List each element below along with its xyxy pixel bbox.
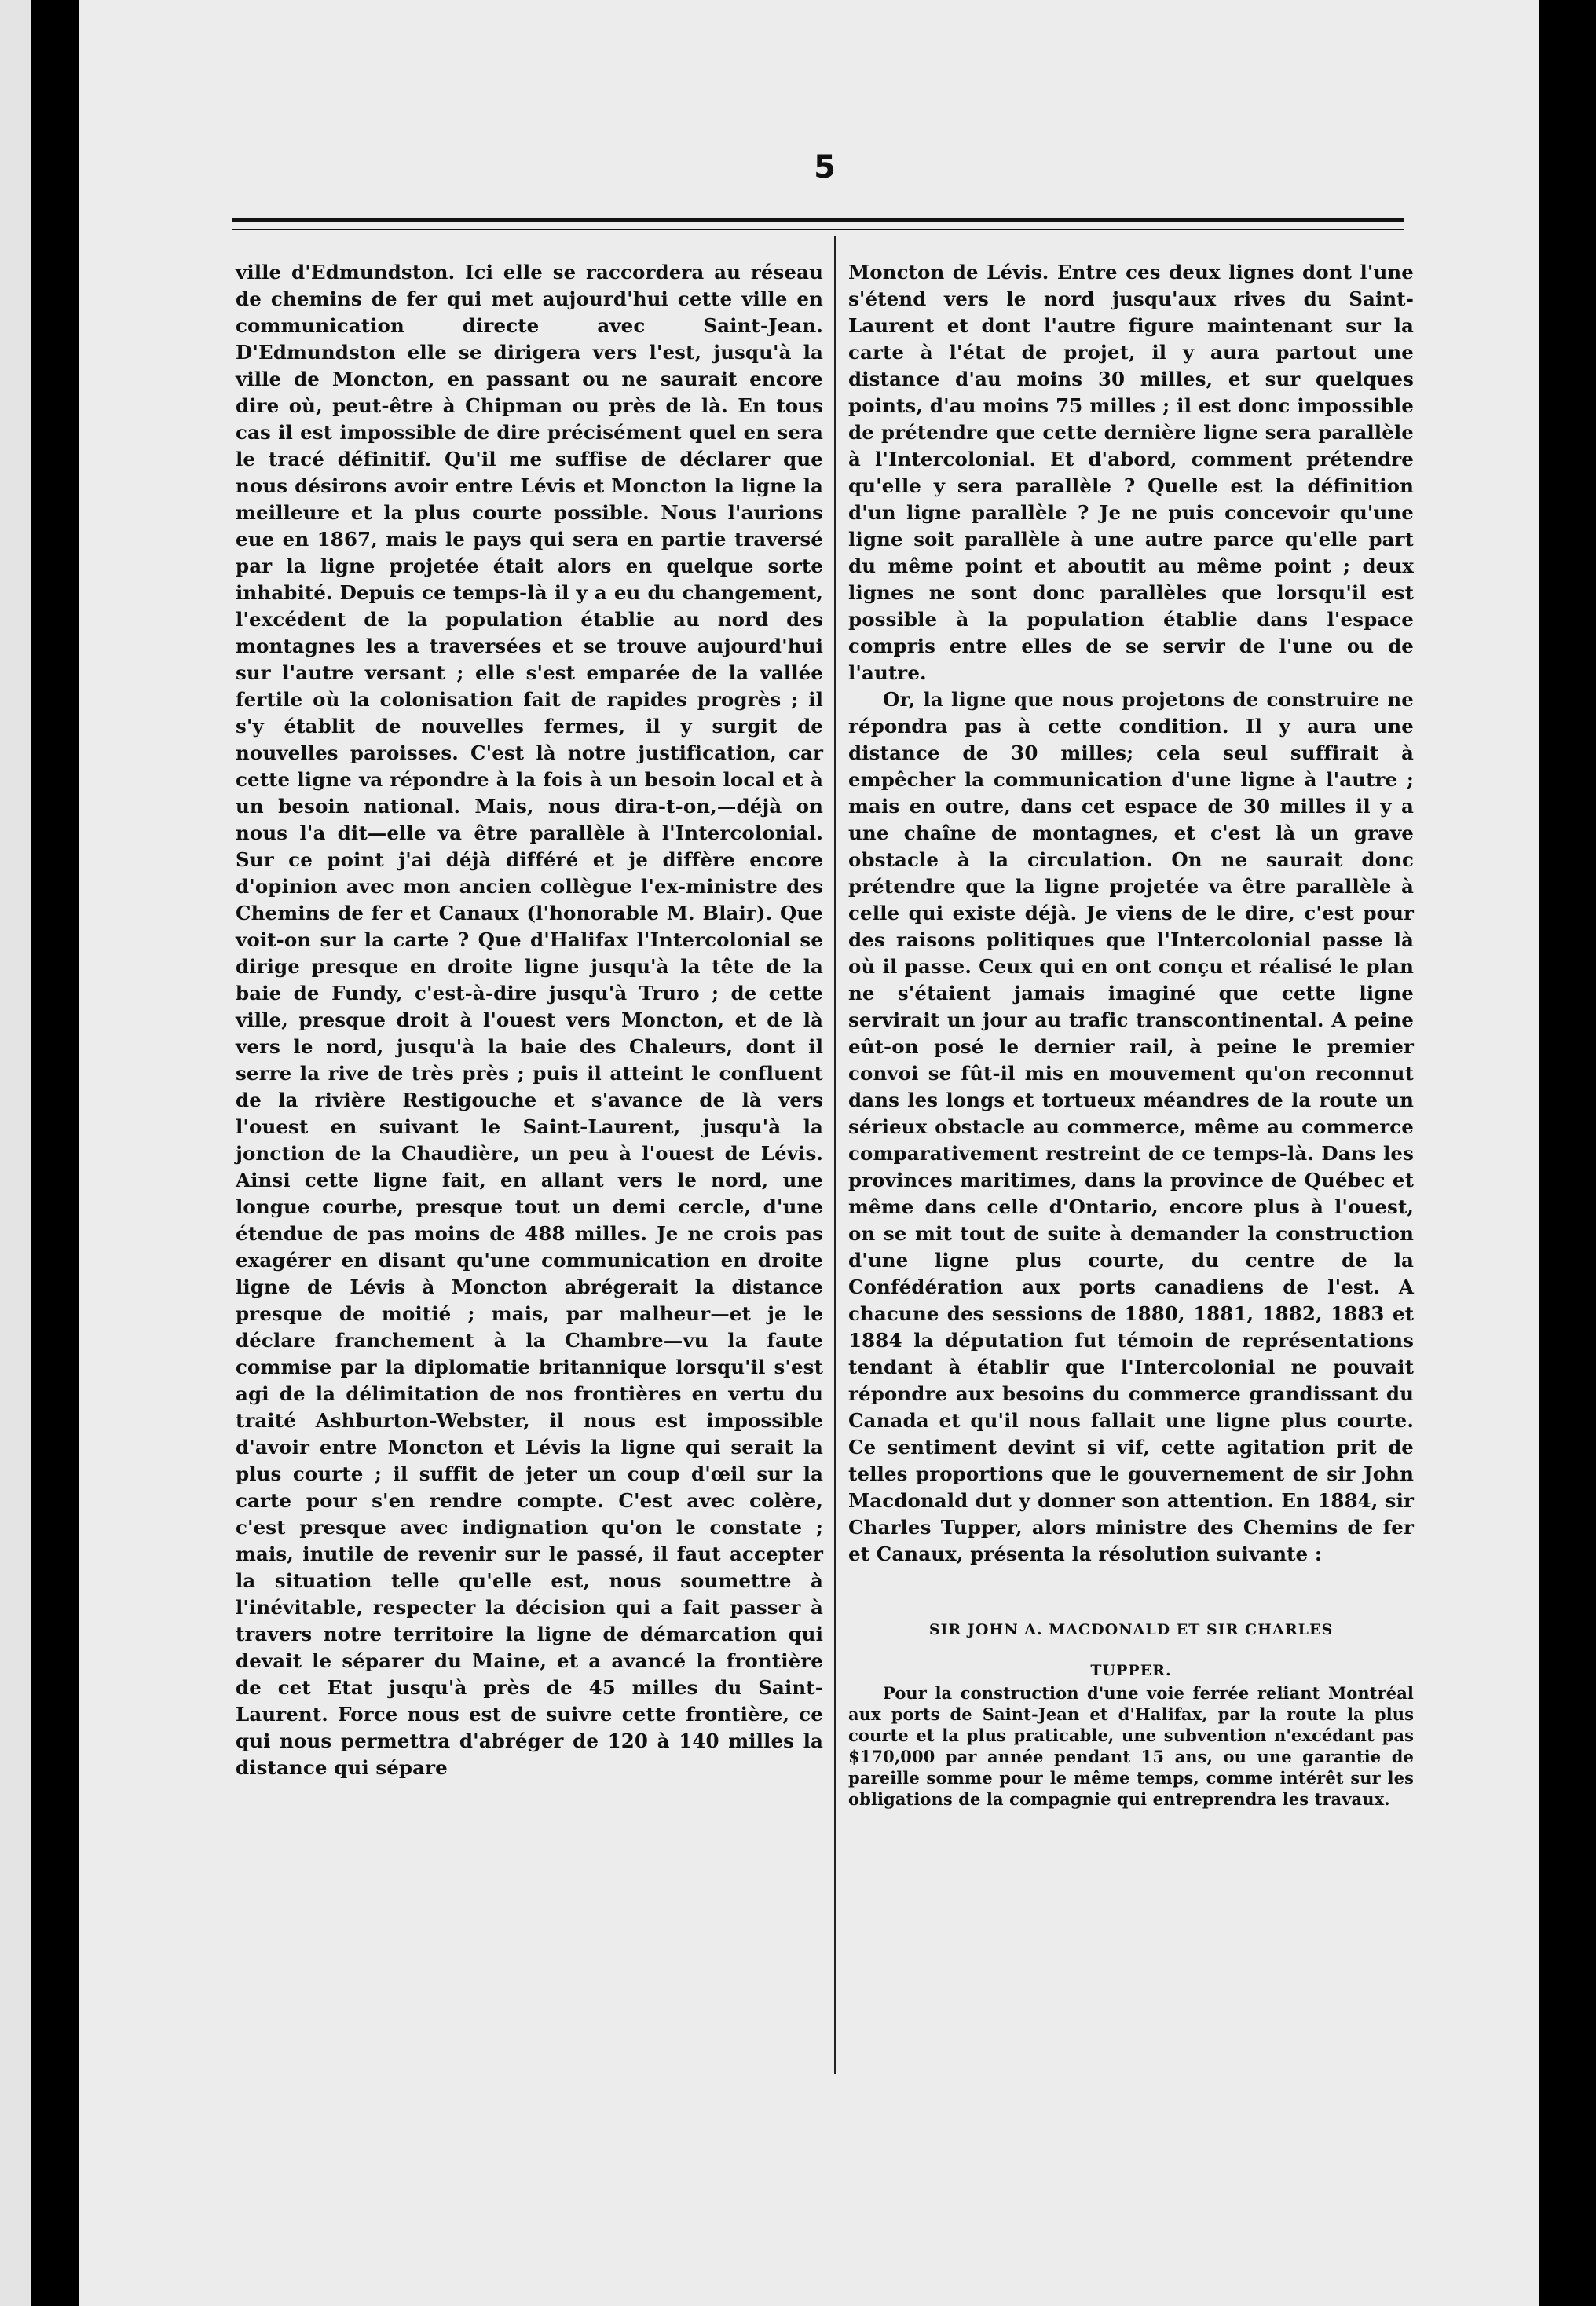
header-rule-thin: [232, 229, 1404, 230]
section-heading-line-2: TUPPER.: [1090, 1662, 1172, 1679]
scan-frame-right: [1539, 0, 1596, 2306]
document-page: [79, 0, 1539, 2306]
scan-frame-left: [0, 0, 79, 2306]
right-column: [848, 259, 1414, 1810]
section-heading: [848, 1618, 1414, 1682]
left-column: [236, 259, 823, 1781]
left-column-text: ville d'Edmundston. Ici elle se raccordera au réseau de chemins de fer qui met aujourd'hui cette ville en communication directe avec Saint-Jean. D'Edmundston elle se dirigera vers l'est, jusqu'à la ville de Moncton, en passant ou ne saurait encore dire où, peut-être à Chipman ou près de là. En tous cas il est impossible de dire précisément quel en sera le tracé définitif. Qu'il me suffise de déclarer que nous désirons avoir entre Lévis et Moncton la ligne la meilleure et la plus courte possible. Nous l'aurions eue en 1867, mais le pays qui sera en partie traversé par la ligne projetée était alors en quelque sorte inhabité. Depuis ce temps-là il y a eu du changement, l'excédent de la population établie au nord des montagnes les a traversées et se trouve aujourd'hui sur l'autre versant ; elle s'est emparée de la vallée fertile où la colonisation fait de rapides progrès ; il s'y établit de nouvelles fermes, il y surgit de nouvelles paroisses. C'est là notre justification, car cette ligne va répondre à la fois à un besoin local et à un besoin national. Mais, nous dira-t-on,—déjà on nous l'a dit—elle va être parallèle à l'Intercolonial. Sur ce point j'ai déjà différé et je diffère encore d'opinion avec mon ancien collègue l'ex-ministre des Chemins de fer et Canaux (l'honorable M. Blair). Que voit-on sur la carte ? Que d'Halifax l'Intercolonial se dirige presque en droite ligne jusqu'à la tête de la baie de Fundy, c'est-à-dire jusqu'à Truro ; de cette ville, presque droit à l'ouest vers Moncton, et de là vers le nord, jusqu'à la baie des Chaleurs, dont il serre la rive de très près ; puis il atteint le confluent de la rivière Restigouche et s'avance de là vers l'ouest en suivant le Saint-Laurent, jusqu'à la jonction de la Chaudière, un peu à l'ouest de Lévis. Ainsi cette ligne fait, en allant vers le nord, une longue courbe, presque tout un demi cercle, d'une étendue de pas moins de 488 milles. Je ne crois pas exagérer en disant qu'une communication en droite ligne de Lévis à Moncton abrégerait la distance presque de moitié ; mais, par malheur—et je le déclare franchement à la Chambre—vu la faute commise par la diplomatie britannique lorsqu'il s'est agi de la délimitation de nos frontières en vertu du traité Ashburton-Webster, il nous est impossible d'avoir entre Moncton et Lévis la ligne qui serait la plus courte ; il suffit de jeter un coup d'œil sur la carte pour s'en rendre compte. C'est avec colère, c'est presque avec indignation qu'on le constate ; mais, inutile de revenir sur le passé, il faut accepter la situation telle qu'elle est, nous soumettre à l'inévitable, respecter la décision qui a fait passer à travers notre territoire la ligne de démarcation qui devait le séparer du Maine, et a avancé la frontière de cet Etat jusqu'à près de 45 milles du Saint-Laurent. Force nous est de suivre cette frontière, ce qui nous permettra d'abréger de 120 à 140 milles la distance qui sépare: [236, 261, 823, 1779]
column-divider: [834, 236, 836, 2074]
page-number: 5: [814, 149, 836, 185]
previous-page-edge: [0, 0, 31, 2306]
right-paragraph-1: Moncton de Lévis. Entre ces deux lignes dont l'une s'étend vers le nord jusqu'aux rives du Saint-Laurent et dont l'autre figure maintenant sur la carte à l'état de projet, il y aura partout une distance d'au moins 30 milles, et sur quelques points, d'au moins 75 milles ; il est donc impossible de prétendre que cette dernière ligne sera parallèle à l'Intercolonial. Et d'abord, comment prétendre qu'elle y sera parallèle ? Quelle est la définition d'un ligne parallèle ? Je ne puis concevoir qu'une ligne soit parallèle à une autre parce qu'elle part du même point et aboutit au même point ; deux lignes ne sont donc parallèles que lorsqu'il est possible à la population établie dans l'espace compris entre elles de se servir de l'une ou de l'autre.: [848, 261, 1414, 684]
section-heading-line-1: SIR JOHN A. MACDONALD ET SIR CHARLES: [928, 1621, 1334, 1638]
right-paragraph-2: Or, la ligne que nous projetons de construire ne répondra pas à cette condition. Il y aura une distance de 30 milles; cela seul suffirait à empêcher la communication d'une ligne à l'autre ; mais en outre, dans cet espace de 30 milles il y a une chaîne de montagnes, et c'est là un grave obstacle à la circulation. On ne saurait donc prétendre que la ligne projetée va être parallèle à celle qui existe déjà. Je viens de le dire, c'est pour des raisons politiques que l'Intercolonial passe là où il passe. Ceux qui en ont conçu et réalisé le plan ne s'étaient jamais imaginé que cette ligne servirait un jour au trafic transcontinental. A peine eût-on posé le dernier rail, à peine le premier convoi se fût-il mis en mouvement qu'on reconnut dans les longs et tortueux méandres de la route un sérieux obstacle au commerce, même au commerce comparativement restreint de ce temps-là. Dans les provinces maritimes, dans la province de Québec et même dans celle d'Ontario, encore plus à l'ouest, on se mit tout de suite à demander la construction d'une ligne plus courte, du centre de la Confédération aux ports canadiens de l'est. A chacune des sessions de 1880, 1881, 1882, 1883 et 1884 la députation fut témoin de représentations tendant à établir que l'Intercolonial ne pouvait répondre aux besoins du commerce grandissant du Canada et qu'il nous fallait une ligne plus courte. Ce sentiment devint si vif, cette agitation prit de telles proportions que le gouvernement de sir John Macdonald dut y donner son attention. En 1884, sir Charles Tupper, alors ministre des Chemins de fer et Canaux, présenta la résolution suivante :: [848, 688, 1414, 1565]
resolution-text: Pour la construction d'une voie ferrée reliant Montréal aux ports de Saint-Jean et d'Halifax, par la route la plus courte et la plus praticable, une subvention n'excédant pas $170,000 par année pendant 15 ans, ou une garantie de pareille somme pour le même temps, comme intérêt sur les obligations de la compagnie qui entreprendra les travaux.: [848, 1683, 1414, 1809]
header-rule-thick: [232, 218, 1404, 222]
